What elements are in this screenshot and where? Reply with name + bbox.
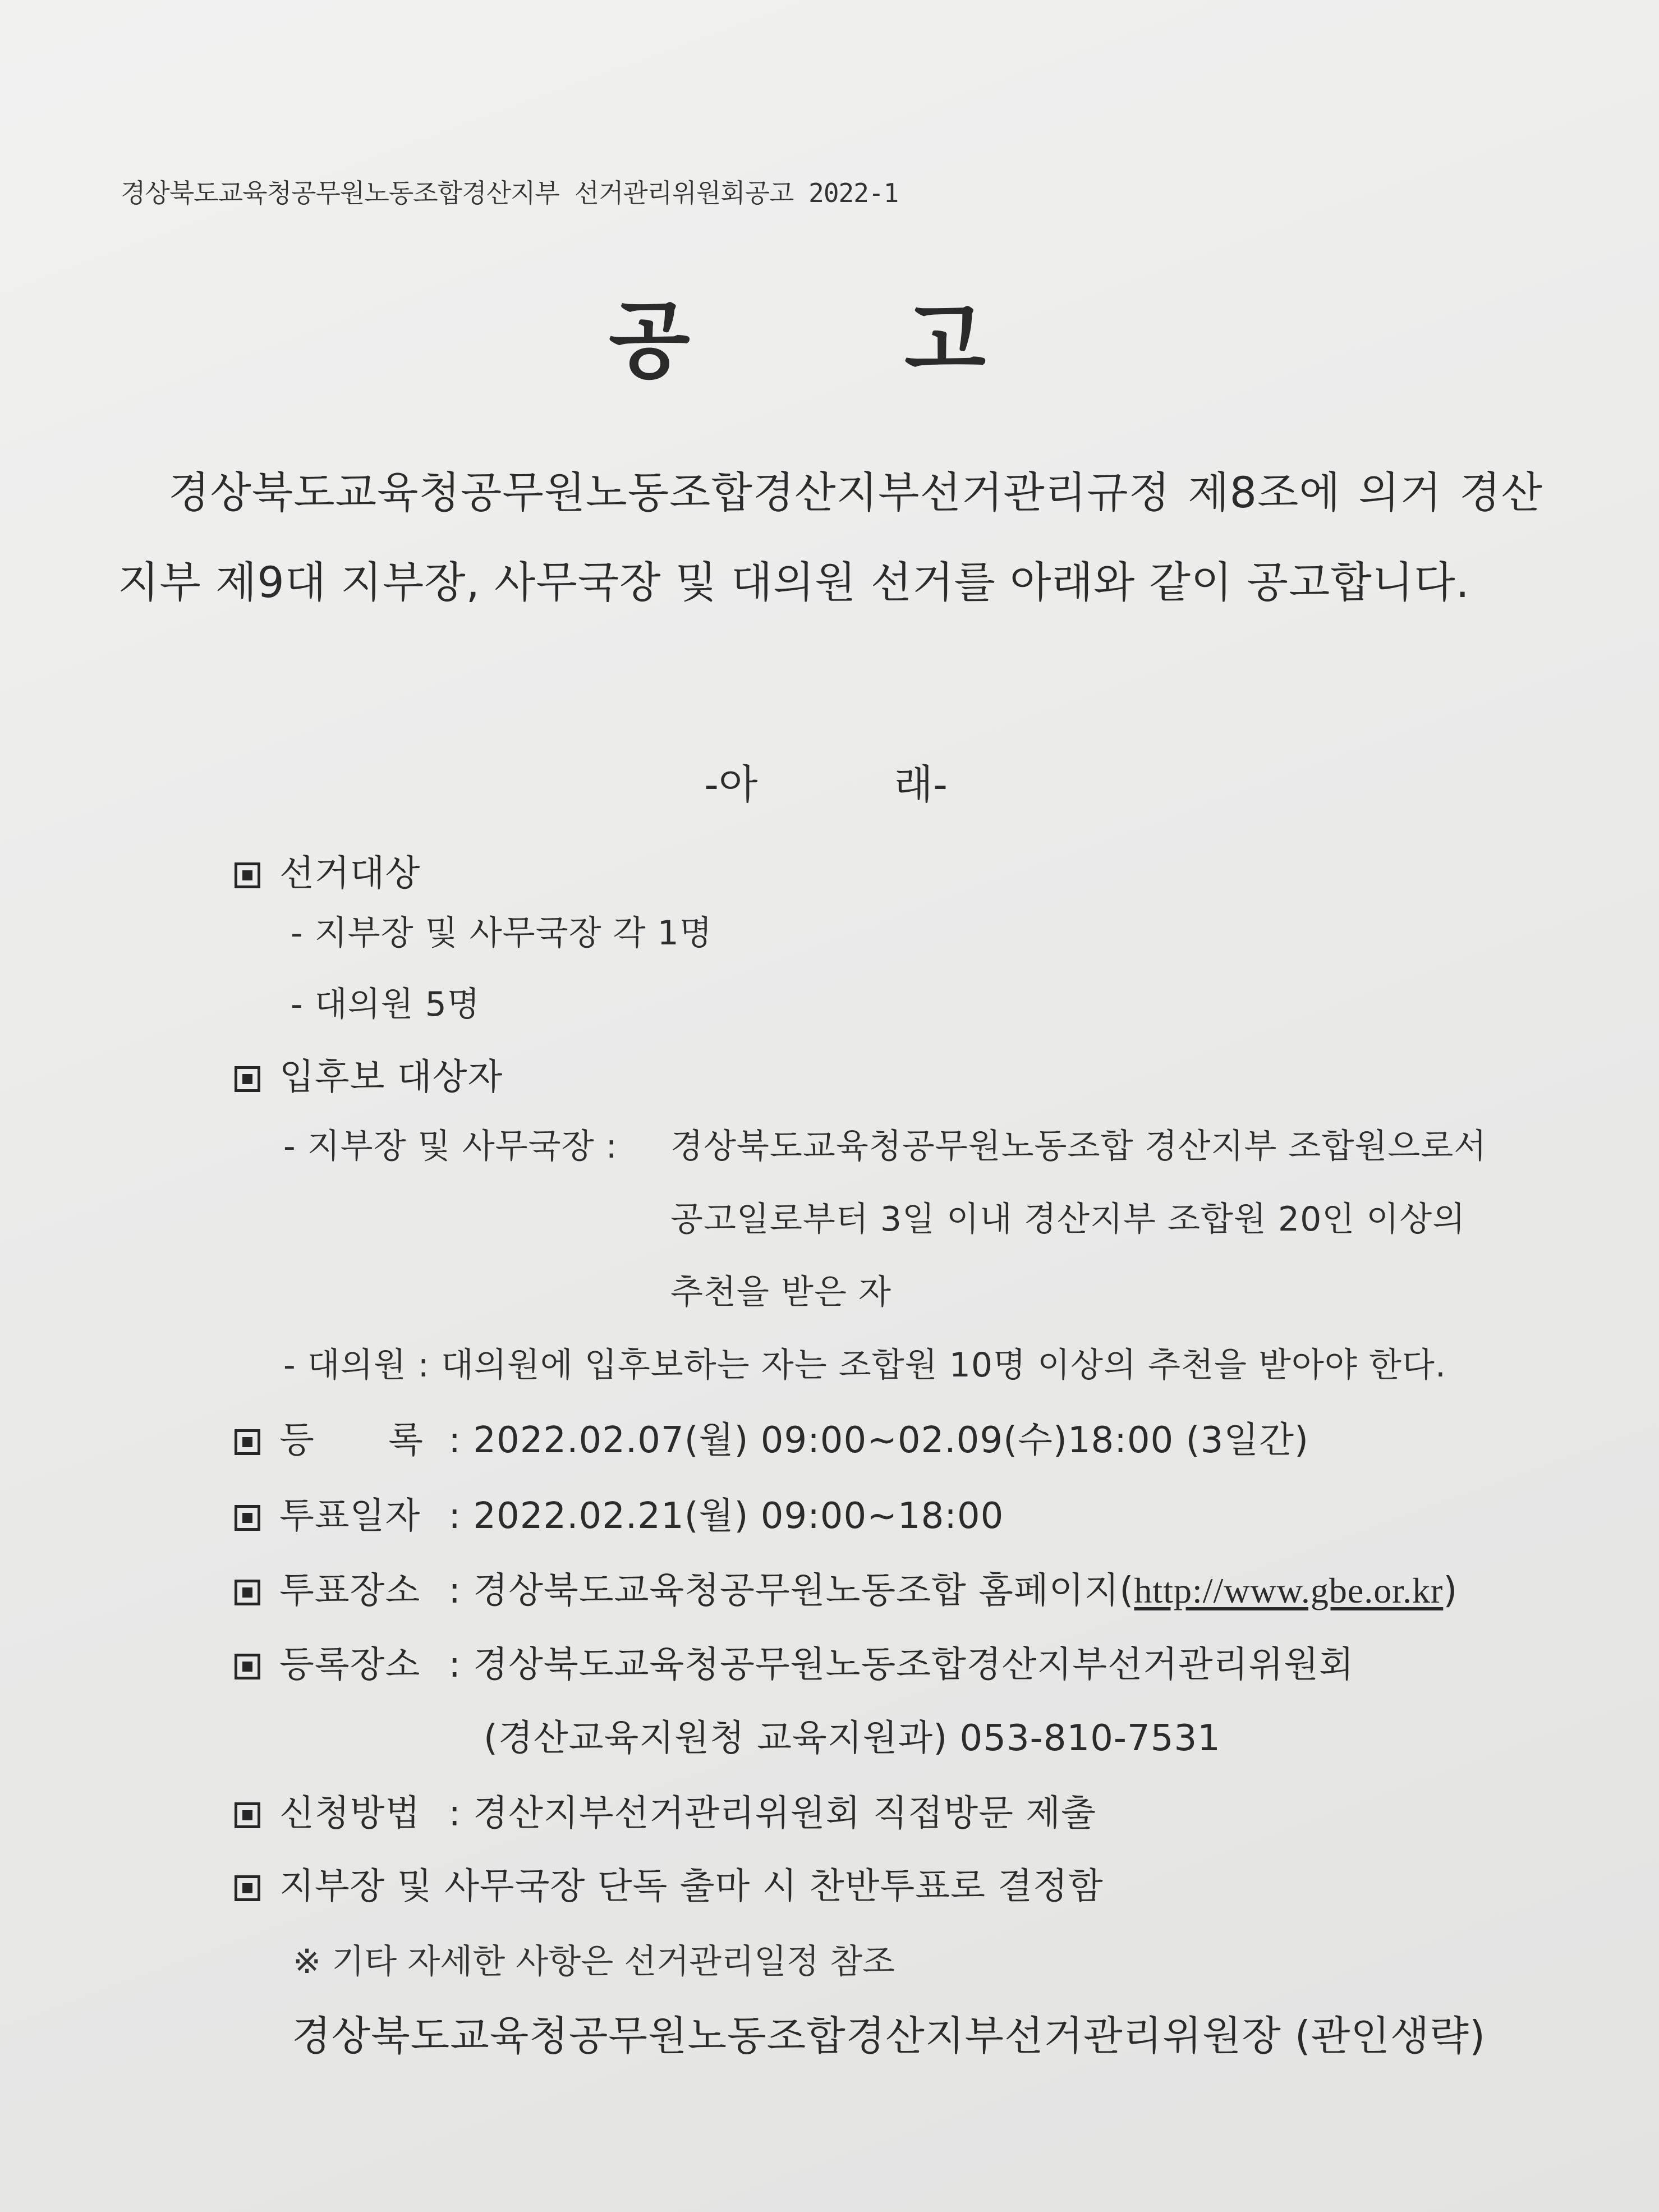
registration-place-line: 경상북도교육청공무원노동조합경산지부선거관리위원회 <box>473 1644 1354 1686</box>
election-target-label: 선거대상 <box>279 853 421 894</box>
registration-place-label: 등록장소 <box>279 1644 421 1686</box>
filled-square-icon <box>235 1654 260 1679</box>
registration-place-line: (경산교육지원청 교육지원과) 053-810-7531 <box>484 1718 1221 1759</box>
registration-label: 등 록 <box>279 1420 424 1461</box>
intro-paragraph: 경상북도교육청공무원노동조합경산지부선거관리규정 제8조에 의거 경산지부 제9대 지부장, 사무국장 및 대의원 선거를 아래와 같이 공고합니다. <box>118 467 1543 607</box>
delegate-line <box>283 1338 1446 1387</box>
application-method-value: 경산지부선거관리위원회 직접방문 제출 <box>473 1793 1096 1834</box>
voting-date-value: 2022.02.21(월) 09:00~18:00 <box>473 1495 1004 1537</box>
section-registration-place: 등록장소 : 경상북도교육청공무원노동조합경산지부선거관리위원회 <box>235 1636 1354 1687</box>
application-method-label: 신청방법 <box>279 1793 421 1834</box>
page-title: 공 고 <box>609 292 986 390</box>
voting-place-value: 경상북도교육청공무원노동조합 홈페이지( <box>473 1570 1134 1612</box>
below-heading: -아 래- <box>704 761 948 808</box>
reference-note: ※ 기타 자세한 사항은 선거관리일정 참조 <box>293 1942 895 1981</box>
filled-square-icon <box>235 1580 260 1605</box>
section-election-target <box>235 845 420 896</box>
election-target-item: - 지부장 및 사무국장 각 1명 <box>291 914 713 953</box>
delegate-text: 대의원에 입후보하는 자는 조합원 10명 이상의 추천을 받아야 한다. <box>440 1346 1446 1385</box>
branch-head-line: 경상북도교육청공무원노동조합 경산지부 조합원으로서 <box>670 1127 1487 1166</box>
delegate-label: - 대의원 : <box>283 1346 430 1385</box>
section-application-method: 신청방법 : 경산지부선거관리위원회 직접방문 제출 <box>235 1784 1096 1836</box>
voting-date-label: 투표일자 <box>279 1495 421 1537</box>
filled-square-icon <box>235 1875 260 1901</box>
filled-square-icon <box>235 1429 260 1455</box>
filled-square-icon <box>235 862 260 888</box>
filled-square-icon <box>235 1066 260 1092</box>
signature: 경상북도교육청공무원노동조합경산지부선거관리위원장 (관인생략) <box>292 2012 1486 2059</box>
section-registration: 등 록 : 2022.02.07(월) 09:00~02.09(수)18:00 (3일간) <box>235 1411 1309 1463</box>
section-single-candidate <box>235 1857 1104 1909</box>
candidates-label: 입후보 대상자 <box>279 1057 503 1098</box>
section-voting-place: 투표장소 : 경상북도교육청공무원노동조합 홈페이지(http://www.gbe.or.kr) <box>235 1562 1458 1613</box>
filled-square-icon <box>235 1505 260 1531</box>
branch-head-label: - 지부장 및 사무국장 : <box>283 1127 618 1166</box>
homepage-link[interactable]: http://www.gbe.or.kr <box>1134 1571 1444 1610</box>
registration-value: 2022.02.07(월) 09:00~02.09(수)18:00 (3일간) <box>473 1420 1309 1461</box>
single-candidate-text: 지부장 및 사무국장 단독 출마 시 찬반투표로 결정함 <box>279 1866 1104 1907</box>
election-target-item: - 대의원 5명 <box>291 985 480 1024</box>
document-number: 경상북도교육청공무원노동조합경산지부 선거관리위원회공고 2022-1 <box>121 178 899 208</box>
branch-head-line: 추천을 받은 자 <box>670 1273 891 1312</box>
branch-head-line: 공고일로부터 3일 이내 경산지부 조합원 20인 이상의 <box>670 1200 1466 1239</box>
voting-place-label: 투표장소 <box>279 1570 421 1612</box>
voting-place-suffix: ) <box>1443 1570 1458 1612</box>
section-candidates <box>235 1048 503 1100</box>
section-voting-date: 투표일자 : 2022.02.21(월) 09:00~18:00 <box>235 1487 1004 1539</box>
filled-square-icon <box>235 1802 260 1828</box>
